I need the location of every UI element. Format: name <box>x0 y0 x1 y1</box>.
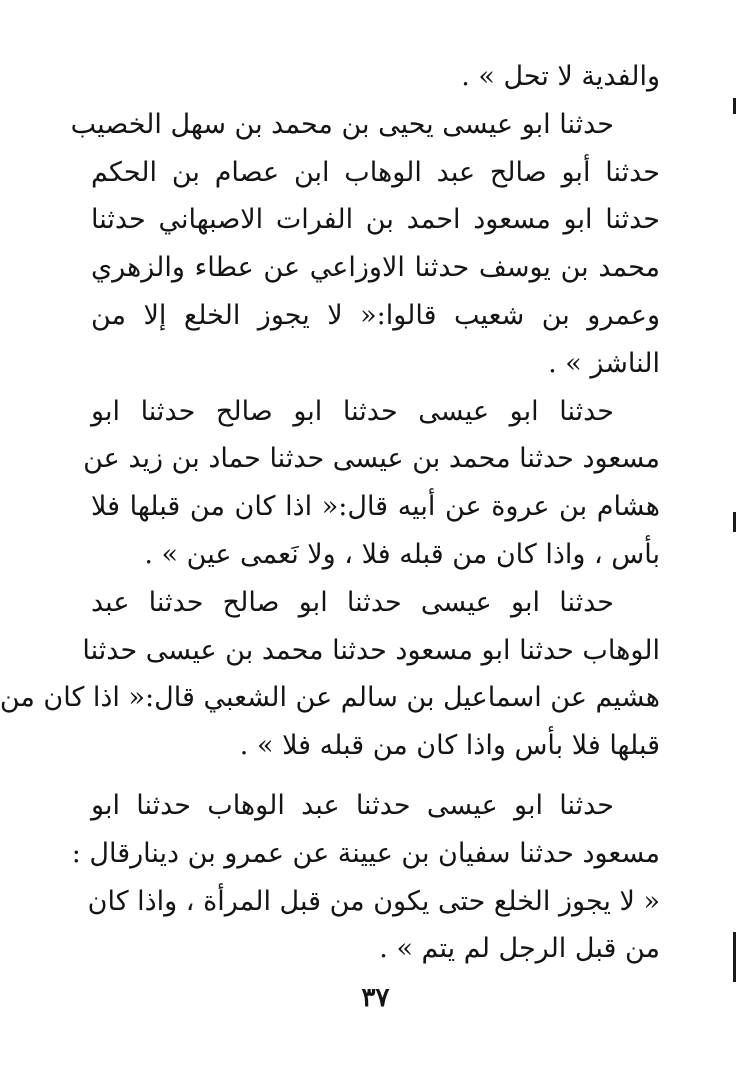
text-line: مسعود حدثنا سفيان بن عيينة عن عمرو بن دينارقال : <box>71 837 660 869</box>
text-line: حدثنا ابو عيسى حدثنا ابو صالح حدثنا ابو <box>91 395 614 427</box>
text-line: « لا يجوز الخلع حتى يكون من قبل المرأة ، واذا كان <box>87 885 660 917</box>
page-number: ٣٧ <box>361 983 390 1013</box>
text-line: حدثنا ابو عيسى حدثنا ابو صالح حدثنا عبد <box>91 586 614 618</box>
edge-mark <box>733 98 736 114</box>
text-line: الناشز » . <box>548 347 660 379</box>
text-line: هشيم عن اسماعيل بن سالم عن الشعبي قال:« اذا كان من <box>0 682 660 714</box>
text-line: حدثنا ابو عيسى يحيى بن محمد بن سهل الخصيب <box>70 108 614 140</box>
text-block <box>0 53 660 973</box>
text-line: حدثنا ابو مسعود احمد بن الفرات الاصبهاني حدثنا <box>91 204 660 236</box>
text-line: الوهاب حدثنا ابو مسعود حدثنا محمد بن عيسى حدثنا <box>82 634 660 666</box>
page-edge-marks <box>728 0 738 1076</box>
text-line: وعمرو بن شعيب قالوا:« لا يجوز الخلع إلا من <box>91 299 660 331</box>
text-line: قبلها فلا بأس واذا كان من قبله فلا » . <box>239 730 660 762</box>
text-line: بأس ، واذا كان من قبله فلا ، ولا نَعمى عين » . <box>144 538 660 570</box>
text-line: هشام بن عروة عن أبيه قال:« اذا كان من قبلها فلا <box>91 491 660 523</box>
edge-mark <box>733 932 736 982</box>
edge-mark <box>733 512 736 532</box>
text-line: مسعود حدثنا محمد بن عيسى حدثنا حماد بن زيد عن <box>83 443 660 475</box>
text-line: والفدية لا تحل » . <box>461 61 660 92</box>
paragraph-gap <box>91 770 660 782</box>
text-line: من قبل الرجل لم يتم » . <box>379 933 660 965</box>
text-line: حدثنا ابو عيسى حدثنا عبد الوهاب حدثنا ابو <box>91 789 614 821</box>
text-line: محمد بن يوسف حدثنا الاوزاعي عن عطاء والزهري <box>91 252 660 284</box>
text-line: حدثنا أبو صالح عبد الوهاب ابن عصام بن الحكم <box>91 156 660 188</box>
